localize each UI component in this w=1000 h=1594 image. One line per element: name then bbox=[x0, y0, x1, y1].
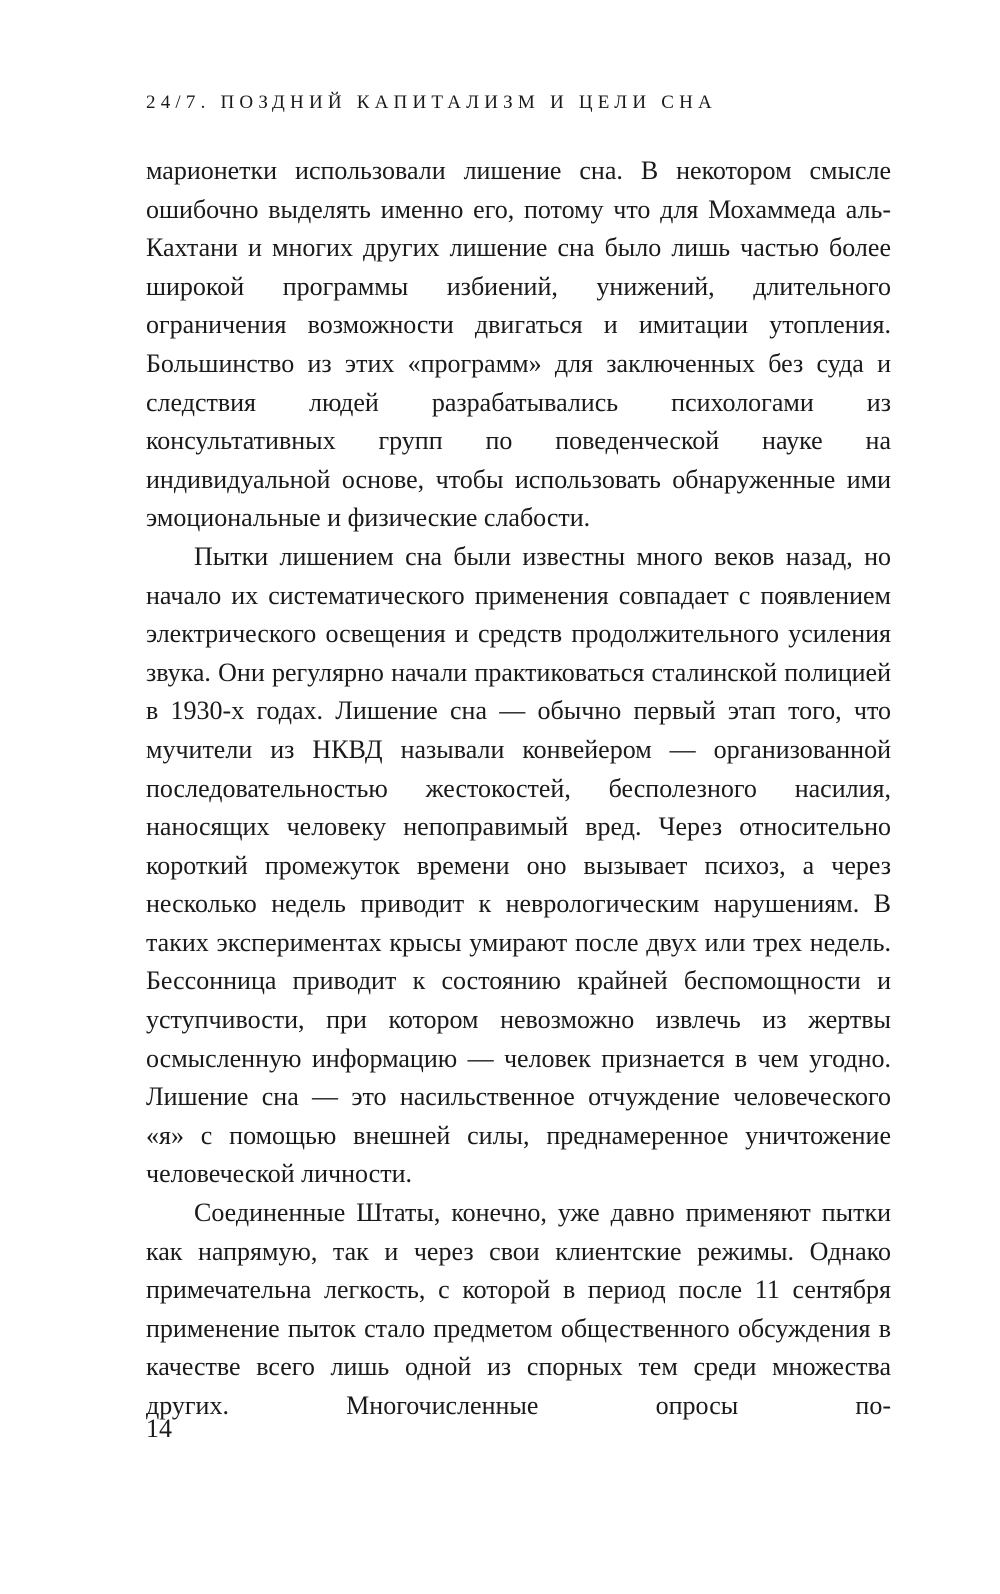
running-head: 24/7. ПОЗДНИЙ КАПИТАЛИЗМ И ЦЕЛИ СНА bbox=[146, 92, 717, 113]
page-number: 14 bbox=[146, 1414, 172, 1443]
paragraph-2: Пытки лишением сна были известны много веков назад, но начало их систематического применения совпадает с появлением электрического освещения и средств продолжительного усиления звука. Они регулярно начали практиковаться сталинской полицией в 1930-х годах. Лишение сна — обычно первый этап того, что мучители из НКВД называли конвейером — организованной последовательностью жестокостей, бесполезного насилия, наносящих человеку непоправимый вред. Через относительно короткий промежуток времени оно вызывает психоз, а через несколько недель приводит к неврологическим нарушениям. В таких экспериментах крысы умирают после двух или трех недель. Бессонница приводит к состоянию крайней беспомощности и уступчивости, при котором невозможно извлечь из жертвы осмысленную информацию — человек признается в чем угодно. Лишение сна — это насильственное отчуждение человеческого «я» с помощью внешней силы, преднамеренное уничтожение человеческой личности. bbox=[146, 541, 891, 1189]
paragraph-3: Соединенные Штаты, конечно, уже давно применяют пытки как напрямую, так и через свои клиентские режимы. Однако примечательна легкость, с которой в период после 11 сентября применение пыток стало предметом общественного обсуждения в качестве всего лишь одной из спорных тем среди множества других. Многочисленные опросы по- bbox=[146, 1198, 891, 1420]
body-text bbox=[146, 152, 891, 1426]
paragraph-1: марионетки использовали лишение сна. В некотором смысле ошибочно выделять именно его, потому что для Мохаммеда аль-Кахтани и многих других лишение сна было лишь частью более широкой программы избиений, унижений, длительного ограничения возможности двигаться и имитации утопления. Большинство из этих «программ» для заключенных без суда и следствия людей разрабатывались психологами из консультативных групп по поведенческой науке на индивидуальной основе, чтобы использовать обнаруженные ими эмоциональные и физические слабости. bbox=[146, 156, 891, 533]
